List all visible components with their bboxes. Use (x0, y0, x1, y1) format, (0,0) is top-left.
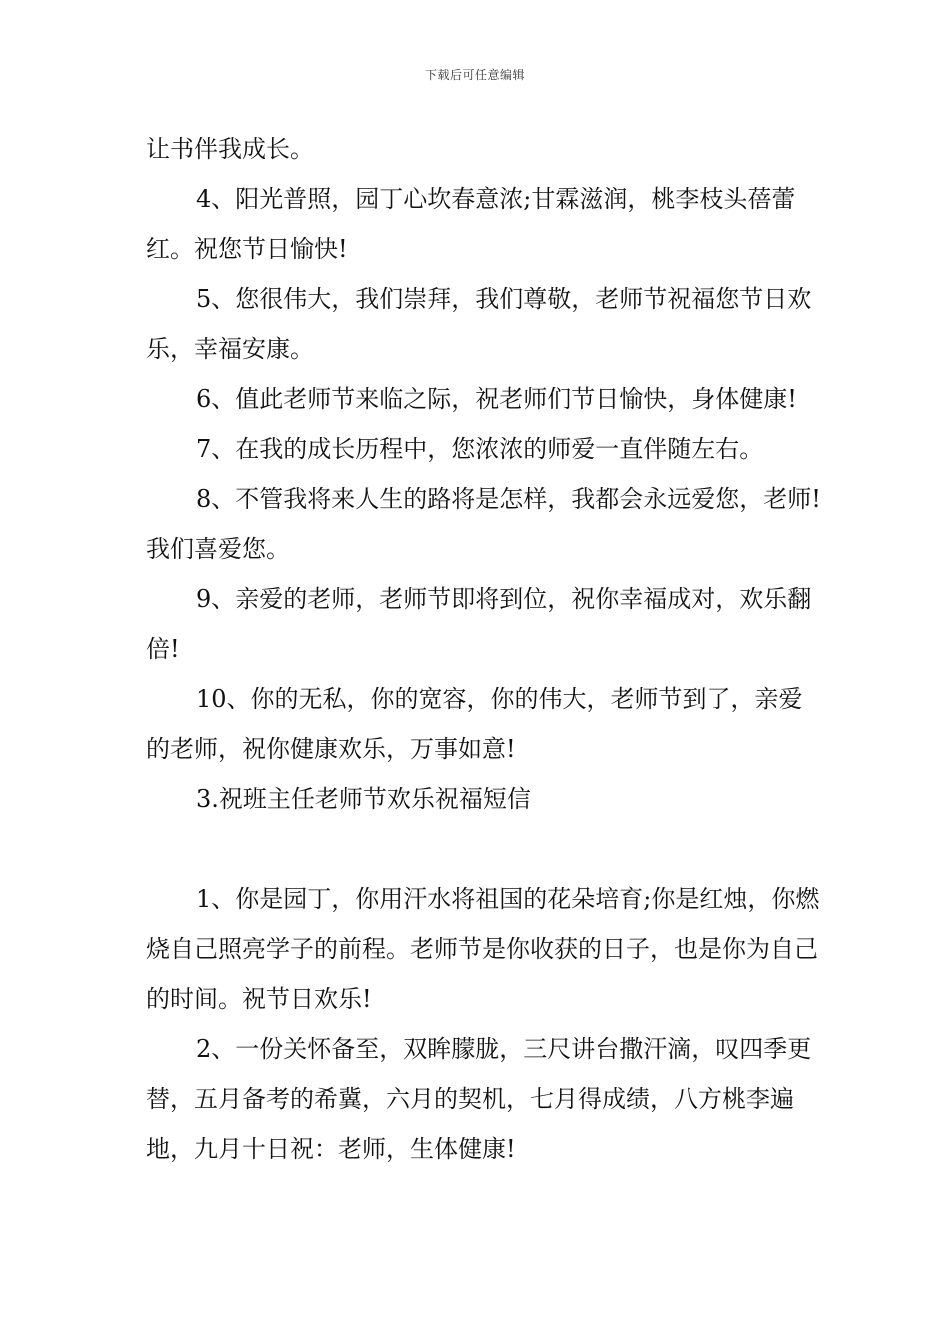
section-heading: 3.祝班主任老师节欢乐祝福短信 (196, 785, 531, 813)
blank-line (146, 824, 826, 874)
wish-item-2: 2、一份关怀备至，双眸朦胧，三尺讲台撒汗滴，叹四季更替，五月备考的希冀，六月的契机，七月得成绩，八方桃李遍地，九月十日祝：老师，生体健康! (146, 1035, 812, 1163)
wish-item-10: 10、你的无私，你的宽容，你的伟大，老师节到了，亲爱的老师，祝你健康欢乐，万事如意! (146, 685, 803, 763)
page-header: 下载后可任意编辑 (424, 68, 525, 82)
paragraph-continuation: 让书伴我成长。 (146, 135, 314, 163)
document-body (146, 124, 826, 1174)
wish-item-4: 4、阳光普照，园丁心坎春意浓;甘霖滋润，桃李枝头蓓蕾红。祝您节日愉快! (146, 185, 796, 263)
wish-item-7: 7、在我的成长历程中，您浓浓的师爱一直伴随左右。 (196, 435, 764, 463)
wish-item-5: 5、您很伟大，我们崇拜，我们尊敬，老师节祝福您节日欢乐，幸福安康。 (146, 285, 812, 363)
wish-item-8: 8、不管我将来人生的路将是怎样，我都会永远爱您，老师!我们喜爱您。 (146, 485, 821, 563)
wish-item-6: 6、值此老师节来临之际，祝老师们节日愉快，身体健康! (196, 385, 797, 413)
wish-item-9: 9、亲爱的老师，老师节即将到位，祝你幸福成对，欢乐翻倍! (146, 585, 812, 663)
wish-item-1: 1、你是园丁，你用汗水将祖国的花朵培育;你是红烛，你燃烧自己照亮学子的前程。老师节是你收获的日子，也是你为自己的时间。祝节日欢乐! (146, 885, 820, 1013)
